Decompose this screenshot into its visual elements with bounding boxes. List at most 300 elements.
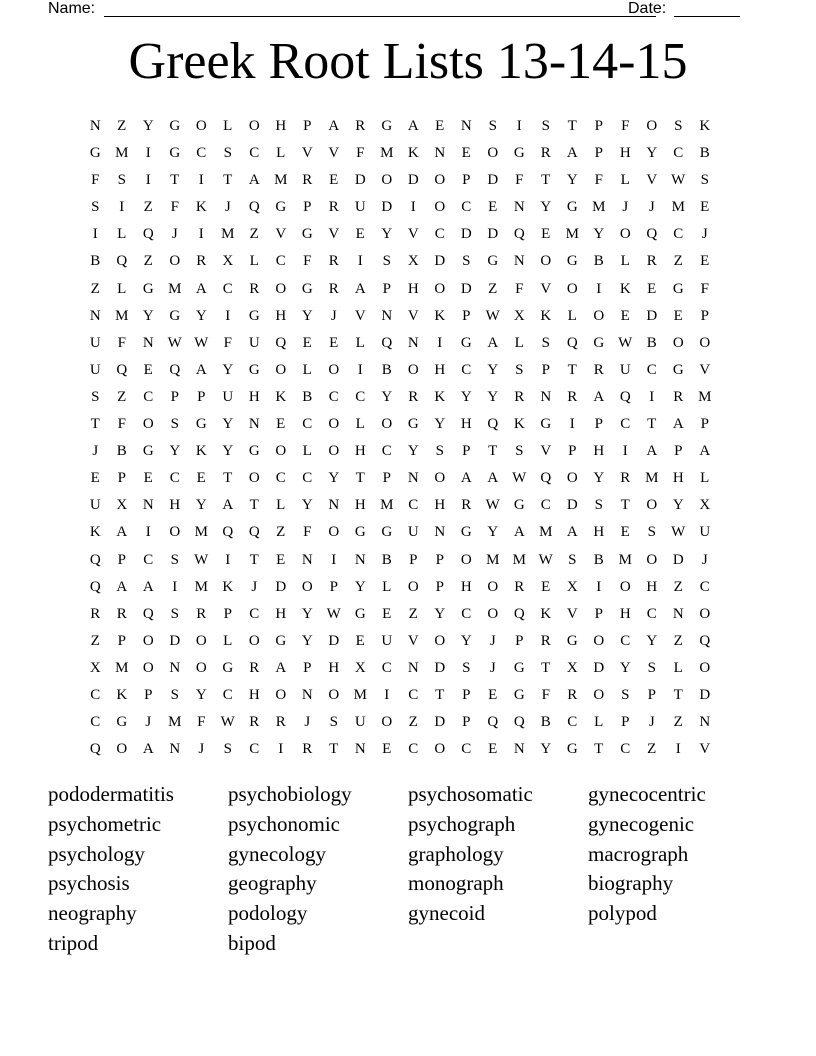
grid-letter: Q: [540, 470, 552, 487]
word-list-item: gynecology: [228, 841, 326, 866]
grid-letter: U: [89, 497, 101, 514]
grid-letter: C: [461, 199, 472, 216]
grid-letter: I: [649, 388, 655, 405]
grid-letter: E: [620, 307, 630, 324]
grid-letter: H: [434, 361, 446, 378]
grid-letter: K: [434, 307, 446, 324]
grid-letter: G: [195, 416, 207, 433]
grid-letter: A: [460, 470, 472, 487]
grid-letter: F: [117, 416, 126, 433]
grid-letter: S: [170, 605, 179, 622]
grid-letter: Q: [646, 226, 658, 243]
grid-letter: O: [487, 605, 499, 622]
grid-letter: P: [382, 470, 391, 487]
word-list-item: psychosis: [48, 871, 130, 896]
grid-letter: C: [355, 388, 366, 405]
grid-letter: V: [699, 741, 711, 758]
grid-letter: Q: [381, 334, 393, 351]
grid-letter: X: [116, 497, 128, 514]
grid-letter: G: [513, 145, 525, 162]
grid-letter: S: [91, 199, 100, 216]
grid-letter: O: [619, 578, 631, 595]
grid-letter: T: [541, 172, 551, 189]
grid-letter: N: [672, 605, 684, 622]
grid-letter: I: [92, 226, 98, 243]
word-list-item: psychograph: [408, 811, 516, 836]
grid-letter: B: [116, 443, 127, 460]
grid-letter: G: [513, 497, 525, 514]
grid-letter: Y: [381, 388, 393, 405]
grid-letter: D: [381, 199, 393, 216]
grid-letter: G: [381, 524, 393, 541]
grid-letter: J: [648, 714, 655, 731]
grid-letter: I: [119, 199, 125, 216]
grid-letter: C: [540, 497, 551, 514]
grid-letter: K: [434, 388, 446, 405]
grid-letter: P: [621, 714, 630, 731]
grid-letter: T: [249, 551, 259, 568]
grid-letter: R: [249, 659, 260, 676]
grid-letter: C: [461, 741, 472, 758]
grid-letter: S: [170, 686, 179, 703]
grid-letter: Z: [90, 632, 100, 649]
grid-letter: S: [435, 443, 444, 460]
grid-letter: S: [488, 118, 497, 134]
grid-letter: E: [620, 524, 630, 541]
grid-letter: Y: [301, 632, 313, 649]
grid-letter: O: [381, 714, 393, 731]
grid-letter: D: [407, 172, 419, 189]
grid-letter: W: [618, 334, 633, 351]
grid-letter: M: [698, 388, 712, 405]
grid-letter: S: [568, 551, 577, 568]
grid-letter: I: [198, 172, 204, 189]
grid-letter: G: [593, 334, 605, 351]
grid-letter: R: [275, 714, 286, 731]
grid-letter: L: [620, 253, 630, 270]
letter-grid: [82, 113, 718, 763]
grid-letter: Z: [673, 578, 683, 595]
grid-letter: J: [224, 199, 231, 216]
grid-letter: L: [514, 334, 524, 351]
grid-letter: R: [249, 714, 260, 731]
grid-letter: O: [275, 361, 287, 378]
grid-letter: R: [646, 253, 657, 270]
word-list-item: biography: [588, 871, 674, 896]
grid-letter: C: [302, 470, 313, 487]
grid-letter: T: [223, 470, 233, 487]
grid-letter: M: [380, 145, 394, 162]
grid-letter: W: [485, 497, 500, 514]
grid-letter: C: [249, 145, 260, 162]
grid-letter: P: [462, 714, 471, 731]
grid-letter: F: [197, 714, 206, 731]
grid-letter: A: [646, 443, 658, 460]
grid-letter: E: [435, 118, 445, 134]
grid-letter: C: [275, 470, 286, 487]
grid-letter: Y: [407, 443, 419, 460]
grid-letter: G: [566, 253, 578, 270]
grid-letter: F: [541, 686, 550, 703]
grid-letter: H: [354, 443, 366, 460]
grid-letter: B: [381, 551, 392, 568]
grid-letter: C: [673, 226, 684, 243]
grid-letter: Y: [381, 226, 393, 243]
grid-letter: I: [225, 307, 231, 324]
grid-letter: G: [460, 334, 472, 351]
grid-letter: H: [672, 470, 684, 487]
grid-letter: O: [169, 524, 181, 541]
grid-letter: C: [567, 714, 578, 731]
grid-letter: O: [593, 632, 605, 649]
grid-letter: L: [673, 659, 683, 676]
grid-letter: Y: [195, 307, 207, 324]
grid-letter: Z: [117, 118, 127, 134]
grid-letter: U: [699, 524, 711, 541]
grid-letter: L: [567, 307, 577, 324]
grid-letter: Y: [619, 659, 631, 676]
grid-letter: A: [142, 578, 154, 595]
grid-letter: C: [408, 741, 419, 758]
grid-letter: L: [302, 443, 312, 460]
grid-letter: I: [675, 741, 681, 758]
grid-letter: U: [89, 334, 101, 351]
grid-letter: I: [278, 741, 284, 758]
grid-letter: U: [619, 361, 631, 378]
grid-letter: Y: [195, 686, 207, 703]
grid-letter: H: [275, 118, 287, 134]
grid-letter: E: [488, 741, 498, 758]
header: [48, 0, 748, 20]
grid-letter: F: [303, 524, 312, 541]
grid-letter: O: [434, 280, 446, 297]
grid-letter: Y: [328, 470, 340, 487]
grid-letter: K: [540, 307, 552, 324]
grid-letter: H: [619, 145, 631, 162]
grid-letter: X: [354, 659, 366, 676]
grid-letter: C: [328, 388, 339, 405]
grid-letter: L: [223, 118, 233, 134]
grid-letter: Y: [301, 497, 313, 514]
grid-letter: A: [142, 741, 154, 758]
grid-letter: Y: [646, 632, 658, 649]
grid-letter: W: [326, 605, 341, 622]
grid-letter: Y: [222, 416, 234, 433]
grid-letter: R: [249, 280, 260, 297]
grid-letter: P: [117, 470, 126, 487]
grid-letter: M: [115, 307, 129, 324]
grid-letter: E: [700, 253, 710, 270]
grid-letter: J: [304, 714, 311, 731]
name-field-line[interactable]: [104, 0, 656, 17]
grid-letter: E: [541, 226, 551, 243]
grid-letter: F: [515, 280, 524, 297]
grid-letter: L: [276, 145, 286, 162]
grid-letter: P: [223, 605, 232, 622]
grid-letter: O: [195, 659, 207, 676]
grid-letter: O: [699, 334, 711, 351]
grid-letter: E: [647, 280, 657, 297]
grid-letter: U: [354, 714, 366, 731]
grid-letter: O: [328, 443, 340, 460]
name-label: Name:: [48, 0, 96, 17]
word-list-item: tripod: [48, 930, 99, 955]
grid-letter: M: [168, 714, 182, 731]
grid-letter: D: [460, 226, 472, 243]
grid-letter: M: [565, 226, 579, 243]
grid-letter: G: [407, 416, 419, 433]
grid-letter: Y: [593, 226, 605, 243]
grid-letter: I: [331, 551, 337, 568]
grid-letter: O: [407, 578, 419, 595]
grid-letter: T: [567, 361, 577, 378]
grid-letter: P: [647, 686, 656, 703]
grid-letter: C: [434, 226, 445, 243]
grid-letter: X: [566, 578, 578, 595]
grid-letter: Q: [487, 416, 499, 433]
grid-letter: O: [566, 280, 578, 297]
grid-letter: C: [302, 416, 313, 433]
grid-letter: R: [302, 172, 313, 189]
grid-letter: L: [223, 632, 233, 649]
grid-letter: Y: [460, 388, 472, 405]
grid-letter: L: [249, 253, 259, 270]
grid-letter: X: [222, 253, 234, 270]
grid-letter: B: [381, 361, 392, 378]
grid-letter: C: [275, 253, 286, 270]
grid-letter: M: [539, 524, 553, 541]
grid-letter: M: [353, 686, 367, 703]
grid-letter: H: [434, 497, 446, 514]
grid-letter: Q: [619, 388, 631, 405]
grid-letter: E: [143, 470, 153, 487]
grid-letter: P: [515, 632, 524, 649]
grid-letter: X: [699, 497, 711, 514]
grid-letter: J: [171, 226, 178, 243]
grid-letter: J: [330, 307, 337, 324]
grid-letter: P: [303, 118, 312, 134]
grid-letter: F: [117, 334, 126, 351]
grid-letter: A: [487, 334, 499, 351]
grid-letter: R: [328, 253, 339, 270]
grid-letter: M: [671, 199, 685, 216]
grid-letter: V: [646, 172, 658, 189]
grid-letter: Y: [672, 497, 684, 514]
grid-letter: A: [195, 361, 207, 378]
grid-letter: Q: [89, 551, 101, 568]
grid-letter: I: [198, 226, 204, 243]
grid-letter: O: [434, 632, 446, 649]
word-list-item: psychometric: [48, 811, 162, 836]
grid-letter: N: [407, 659, 419, 676]
grid-letter: P: [541, 361, 550, 378]
grid-letter: S: [700, 172, 709, 189]
grid-letter: C: [461, 361, 472, 378]
grid-letter: P: [568, 443, 577, 460]
grid-letter: P: [594, 416, 603, 433]
grid-letter: Z: [90, 280, 100, 297]
grid-letter: D: [169, 632, 181, 649]
word-list-item: bipod: [228, 930, 276, 955]
grid-letter: J: [701, 551, 708, 568]
grid-letter: H: [593, 524, 605, 541]
grid-letter: C: [249, 605, 260, 622]
grid-letter: I: [622, 443, 628, 460]
grid-letter: H: [407, 280, 419, 297]
grid-letter: L: [355, 416, 365, 433]
grid-letter: O: [142, 659, 154, 676]
grid-letter: W: [538, 551, 553, 568]
grid-letter: S: [329, 714, 338, 731]
grid-letter: M: [512, 551, 526, 568]
grid-letter: Z: [488, 280, 498, 297]
grid-letter: E: [355, 632, 365, 649]
word-list-item: psychobiology: [228, 782, 352, 806]
grid-letter: O: [248, 118, 260, 134]
date-label: Date:: [628, 0, 667, 17]
grid-letter: N: [89, 118, 101, 134]
grid-letter: A: [672, 416, 684, 433]
grid-letter: Q: [222, 524, 234, 541]
grid-letter: S: [462, 659, 471, 676]
grid-letter: Q: [566, 334, 578, 351]
grid-letter: I: [357, 253, 363, 270]
word-list-item: psychology: [48, 841, 145, 866]
grid-letter: Q: [116, 361, 128, 378]
grid-letter: S: [541, 118, 550, 134]
grid-letter: I: [384, 686, 390, 703]
grid-letter: R: [408, 388, 419, 405]
grid-letter: O: [487, 578, 499, 595]
grid-letter: G: [566, 632, 578, 649]
grid-letter: A: [354, 280, 366, 297]
grid-letter: P: [700, 416, 709, 433]
grid-letter: G: [513, 659, 525, 676]
grid-letter: A: [566, 524, 578, 541]
grid-letter: T: [594, 741, 604, 758]
grid-letter: Z: [276, 524, 286, 541]
grid-letter: R: [196, 253, 207, 270]
grid-letter: O: [646, 497, 658, 514]
grid-letter: O: [301, 578, 313, 595]
grid-letter: R: [673, 388, 684, 405]
grid-letter: N: [407, 470, 419, 487]
grid-letter: S: [541, 334, 550, 351]
grid-letter: T: [329, 741, 339, 758]
grid-letter: E: [541, 578, 551, 595]
grid-letter: K: [195, 199, 207, 216]
grid-letter: G: [672, 280, 684, 297]
grid-letter: L: [620, 172, 630, 189]
grid-letter: L: [117, 226, 127, 243]
grid-letter: B: [90, 253, 101, 270]
grid-letter: R: [514, 578, 525, 595]
grid-letter: W: [512, 470, 527, 487]
grid-letter: C: [169, 470, 180, 487]
word-list-item: gynecocentric: [588, 782, 706, 806]
grid-letter: E: [329, 172, 339, 189]
grid-letter: P: [382, 280, 391, 297]
grid-letter: R: [620, 470, 631, 487]
grid-letter: O: [275, 280, 287, 297]
grid-letter: K: [699, 118, 711, 134]
grid-letter: S: [91, 388, 100, 405]
word-list-item: macrograph: [588, 841, 689, 866]
grid-letter: Y: [646, 145, 658, 162]
grid-letter: N: [142, 334, 154, 351]
date-field-line[interactable]: [674, 0, 740, 17]
grid-letter: C: [143, 388, 154, 405]
grid-letter: P: [462, 686, 471, 703]
grid-letter: V: [566, 605, 578, 622]
grid-letter: M: [645, 470, 659, 487]
grid-letter: O: [328, 524, 340, 541]
grid-letter: O: [328, 686, 340, 703]
grid-letter: R: [328, 280, 339, 297]
grid-letter: G: [672, 361, 684, 378]
grid-letter: S: [462, 253, 471, 270]
grid-letter: H: [248, 686, 260, 703]
grid-letter: B: [540, 714, 551, 731]
grid-letter: Q: [142, 605, 154, 622]
grid-letter: N: [301, 686, 313, 703]
grid-letter: B: [699, 145, 710, 162]
grid-letter: B: [302, 388, 313, 405]
grid-letter: Y: [434, 416, 446, 433]
grid-letter: Q: [116, 253, 128, 270]
grid-letter: V: [699, 361, 711, 378]
grid-letter: C: [646, 605, 657, 622]
grid-letter: G: [460, 524, 472, 541]
grid-letter: N: [434, 524, 446, 541]
grid-letter: Z: [673, 714, 683, 731]
grid-letter: W: [485, 307, 500, 324]
grid-letter: D: [275, 578, 287, 595]
grid-letter: V: [540, 280, 552, 297]
grid-letter: O: [142, 416, 154, 433]
grid-letter: P: [197, 388, 206, 405]
grid-letter: M: [115, 659, 129, 676]
grid-letter: Q: [275, 334, 287, 351]
grid-letter: E: [461, 145, 471, 162]
grid-letter: P: [462, 172, 471, 189]
grid-letter: U: [89, 361, 101, 378]
grid-letter: X: [513, 307, 525, 324]
grid-letter: O: [169, 253, 181, 270]
grid-letter: Y: [487, 524, 499, 541]
grid-letter: F: [621, 118, 630, 134]
grid-letter: T: [170, 172, 180, 189]
grid-letter: E: [276, 551, 286, 568]
grid-letter: M: [592, 199, 606, 216]
grid-letter: T: [541, 659, 551, 676]
grid-letter: A: [328, 118, 340, 134]
grid-letter: G: [169, 118, 181, 134]
grid-letter: L: [117, 280, 127, 297]
grid-letter: C: [620, 741, 631, 758]
grid-letter: E: [302, 334, 312, 351]
grid-letter: O: [540, 253, 552, 270]
grid-letter: A: [275, 659, 287, 676]
grid-letter: O: [460, 551, 472, 568]
grid-letter: P: [144, 686, 153, 703]
grid-letter: G: [354, 524, 366, 541]
grid-letter: Y: [195, 497, 207, 514]
grid-letter: V: [540, 443, 552, 460]
word-list-item: podology: [228, 901, 308, 926]
grid-letter: N: [169, 741, 181, 758]
grid-letter: O: [116, 741, 128, 758]
